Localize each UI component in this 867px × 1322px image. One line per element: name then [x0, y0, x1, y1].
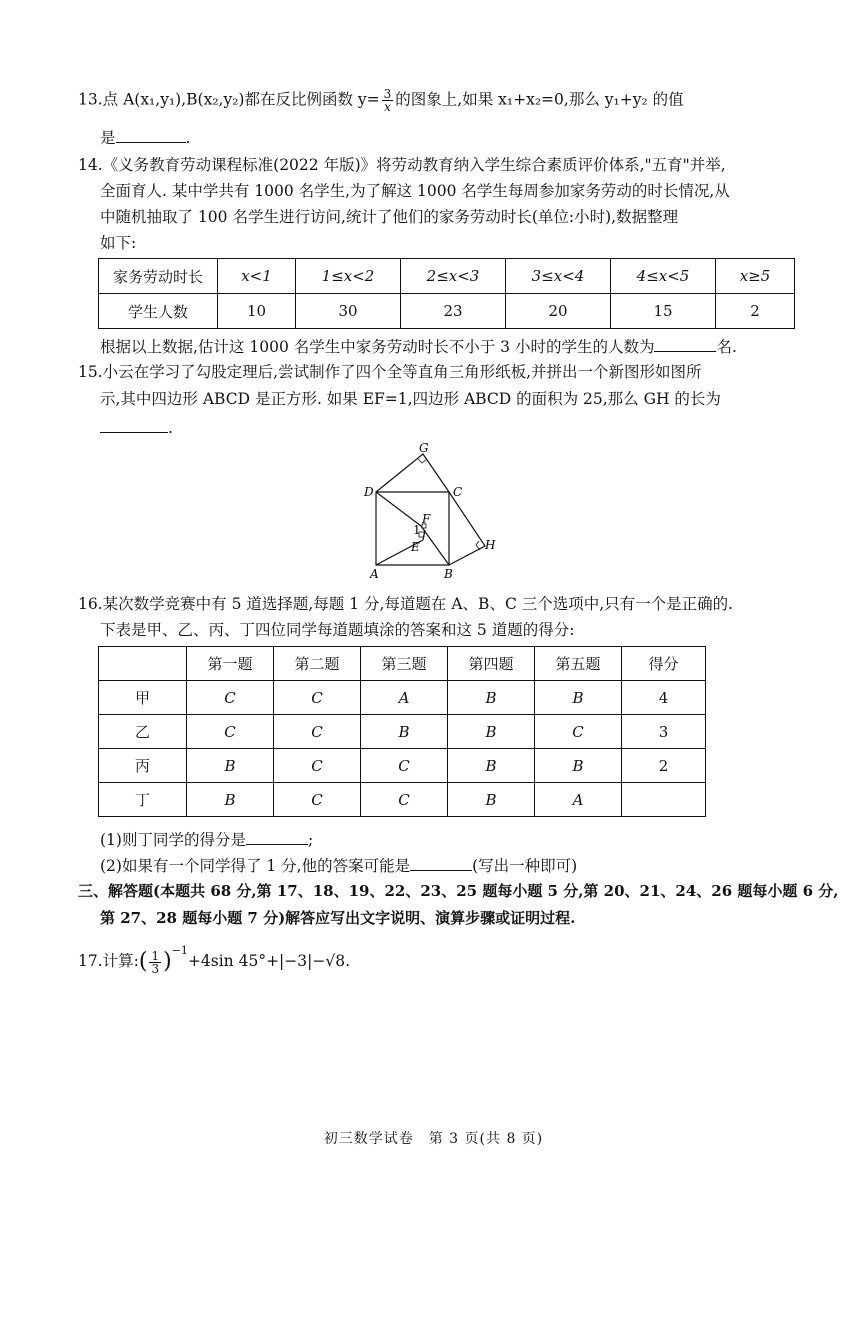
label-e: E — [411, 540, 420, 554]
table-cell: x<1 — [218, 259, 296, 294]
q14-line1: 14.《义务教育劳动课程标准(2022 年版)》将劳动教育纳入学生综合素质评价体系,"五育"并举, — [78, 156, 726, 174]
q13-line1 — [78, 88, 684, 113]
q14-line3: 中随机抽取了 100 名学生进行访问,统计了他们的家务劳动时长(单位:小时),数据整理 — [100, 208, 679, 226]
q13-frac-den: x — [384, 100, 391, 114]
table-header-cell: 第一题 — [187, 647, 274, 681]
triangle-dgc — [376, 454, 449, 492]
table-header-cell: 得分 — [622, 647, 706, 681]
q13-line2-post: . — [185, 129, 191, 147]
q17-frac-num: 1 — [151, 948, 160, 963]
page-footer: 初三数学试卷 第 3 页(共 8 页) — [323, 1131, 544, 1147]
table-cell: C — [361, 783, 448, 817]
label-c: C — [453, 485, 463, 499]
table-cell: 30 — [296, 294, 401, 329]
table-cell: 15 — [611, 294, 716, 329]
label-d: D — [364, 485, 374, 499]
q16-line1: 16.某次数学竞赛中有 5 道选择题,每题 1 分,每道题在 A、B、C 三个选项中,只有一个是正确的. — [78, 595, 734, 613]
table-cell: C — [274, 681, 361, 715]
table-cell: 2 — [622, 749, 706, 783]
q15-line1: 15.小云在学习了勾股定理后,尝试制作了四个全等直角三角形纸板,并拼出一个新图形如图所 — [78, 363, 702, 381]
segment-df — [376, 492, 421, 526]
table-cell: C — [274, 749, 361, 783]
table-cell: A — [535, 783, 622, 817]
q15-line3 — [100, 416, 173, 439]
q17-rest: +4sin 45°+|−3|−√8. — [187, 952, 350, 971]
q17-prefix: 17.计算: — [78, 952, 139, 971]
label-h: H — [485, 538, 496, 552]
q13-text-pre: 13.点 A(x₁,y₁),B(x₂,y₂)都在反比例函数 y= — [78, 90, 380, 109]
table-cell-empty-score[interactable] — [622, 783, 706, 817]
table-cell: x≥5 — [716, 259, 795, 294]
table-cell: C — [187, 681, 274, 715]
table-cell: A — [361, 681, 448, 715]
q16-sub2-blank[interactable] — [410, 854, 472, 871]
q14-table-row-count — [99, 294, 795, 329]
table-cell: C — [274, 715, 361, 749]
q16-sub1 — [100, 828, 313, 851]
q15-line3-post: . — [168, 419, 173, 437]
table-cell: 3 — [622, 715, 706, 749]
table-cell: 2 — [716, 294, 795, 329]
table-header-cell — [99, 647, 187, 681]
table-cell: B — [187, 783, 274, 817]
triangle-chb — [449, 492, 485, 565]
table-header-cell: 第五题 — [535, 647, 622, 681]
table-row — [99, 749, 706, 783]
q13-line2 — [100, 126, 190, 149]
table-cell: 丙 — [99, 749, 187, 783]
table-header-cell: 第二题 — [274, 647, 361, 681]
label-g: G — [419, 441, 429, 455]
table-row — [99, 715, 706, 749]
q17-frac-den: 3 — [151, 961, 160, 976]
table-cell: C — [361, 749, 448, 783]
table-cell: B — [448, 715, 535, 749]
table-cell: 家务劳动时长 — [99, 259, 218, 294]
q17-exponent: −1 — [171, 944, 188, 957]
q14-after-post: 名. — [716, 338, 737, 356]
q16-sub1-pre: (1)则丁同学的得分是 — [100, 831, 246, 849]
q16-sub1-blank[interactable] — [246, 828, 308, 845]
table-cell: 20 — [506, 294, 611, 329]
table-cell: B — [187, 749, 274, 783]
table-header-cell: 第三题 — [361, 647, 448, 681]
table-cell: B — [535, 749, 622, 783]
q17-paren-open: ( — [138, 949, 148, 975]
q16-sub1-post: ; — [307, 831, 314, 849]
q14-line4: 如下: — [100, 234, 137, 252]
q16-sub2-post: (写出一种即可) — [472, 857, 578, 875]
q14-line2: 全面育人. 某中学共有 1000 名学生,为了解这 1000 名学生每周参加家务劳动的时长情况,从 — [100, 182, 730, 200]
q15-geometry-figure — [355, 440, 515, 585]
table-cell: B — [361, 715, 448, 749]
q13-line2-pre: 是 — [100, 129, 116, 147]
table-cell: C — [187, 715, 274, 749]
q14-after-line — [100, 335, 737, 358]
table-cell: 丁 — [99, 783, 187, 817]
q13-answer-blank[interactable] — [116, 126, 186, 143]
section3-line1: 三、解答题(本题共 68 分,第 17、18、19、22、23、25 题每小题 5 分,第 20、21、24、26 题每小题 6 分, — [78, 882, 839, 900]
q14-after-pre: 根据以上数据,估计这 1000 名学生中家务劳动时长不小于 3 小时的学生的人数为 — [100, 338, 655, 356]
q14-answer-blank[interactable] — [654, 335, 716, 352]
q15-answer-blank[interactable] — [100, 416, 168, 433]
table-cell: B — [448, 681, 535, 715]
q13-text-post: 的图象上,如果 x₁+x₂=0,那么 y₁+y₂ 的值 — [395, 90, 684, 109]
q15-line2: 示,其中四边形 ABCD 是正方形. 如果 EF=1,四边形 ABCD 的面积为 25,那么 GH 的长为 — [100, 390, 721, 408]
q14-table — [98, 258, 795, 329]
table-cell: C — [274, 783, 361, 817]
label-1: 1 — [413, 523, 421, 537]
table-cell: 1≤x<2 — [296, 259, 401, 294]
label-f: F — [422, 512, 431, 526]
table-cell: 甲 — [99, 681, 187, 715]
table-cell: 2≤x<3 — [401, 259, 506, 294]
right-angle-h — [476, 541, 480, 550]
table-cell: B — [448, 749, 535, 783]
label-a: A — [370, 567, 379, 581]
table-cell: 4≤x<5 — [611, 259, 716, 294]
table-cell: 4 — [622, 681, 706, 715]
q16-table — [98, 646, 706, 817]
q13-frac-num: 3 — [383, 87, 392, 101]
q17-line — [78, 943, 350, 976]
table-row — [99, 783, 706, 817]
table-cell: 乙 — [99, 715, 187, 749]
q16-table-header — [99, 647, 706, 681]
q17-paren-close: ) — [163, 949, 172, 975]
q13-fraction — [382, 88, 394, 113]
q17-fraction — [149, 950, 161, 975]
right-angle-g — [418, 459, 427, 463]
table-cell: 3≤x<4 — [506, 259, 611, 294]
table-header-cell: 第四题 — [448, 647, 535, 681]
table-cell: B — [535, 681, 622, 715]
q16-sub2-pre: (2)如果有一个同学得了 1 分,他的答案可能是 — [100, 857, 411, 875]
table-cell: C — [535, 715, 622, 749]
q14-table-row-time — [99, 259, 795, 294]
label-b: B — [444, 567, 453, 581]
q16-line2: 下表是甲、乙、丙、丁四位同学每道题填涂的答案和这 5 道题的得分: — [100, 621, 575, 639]
section3-line2: 第 27、28 题每小题 7 分)解答应写出文字说明、演算步骤或证明过程. — [100, 909, 576, 927]
table-cell: 23 — [401, 294, 506, 329]
table-cell: B — [448, 783, 535, 817]
q16-sub2 — [100, 854, 577, 877]
table-cell: 学生人数 — [99, 294, 218, 329]
table-cell: 10 — [218, 294, 296, 329]
table-row — [99, 681, 706, 715]
